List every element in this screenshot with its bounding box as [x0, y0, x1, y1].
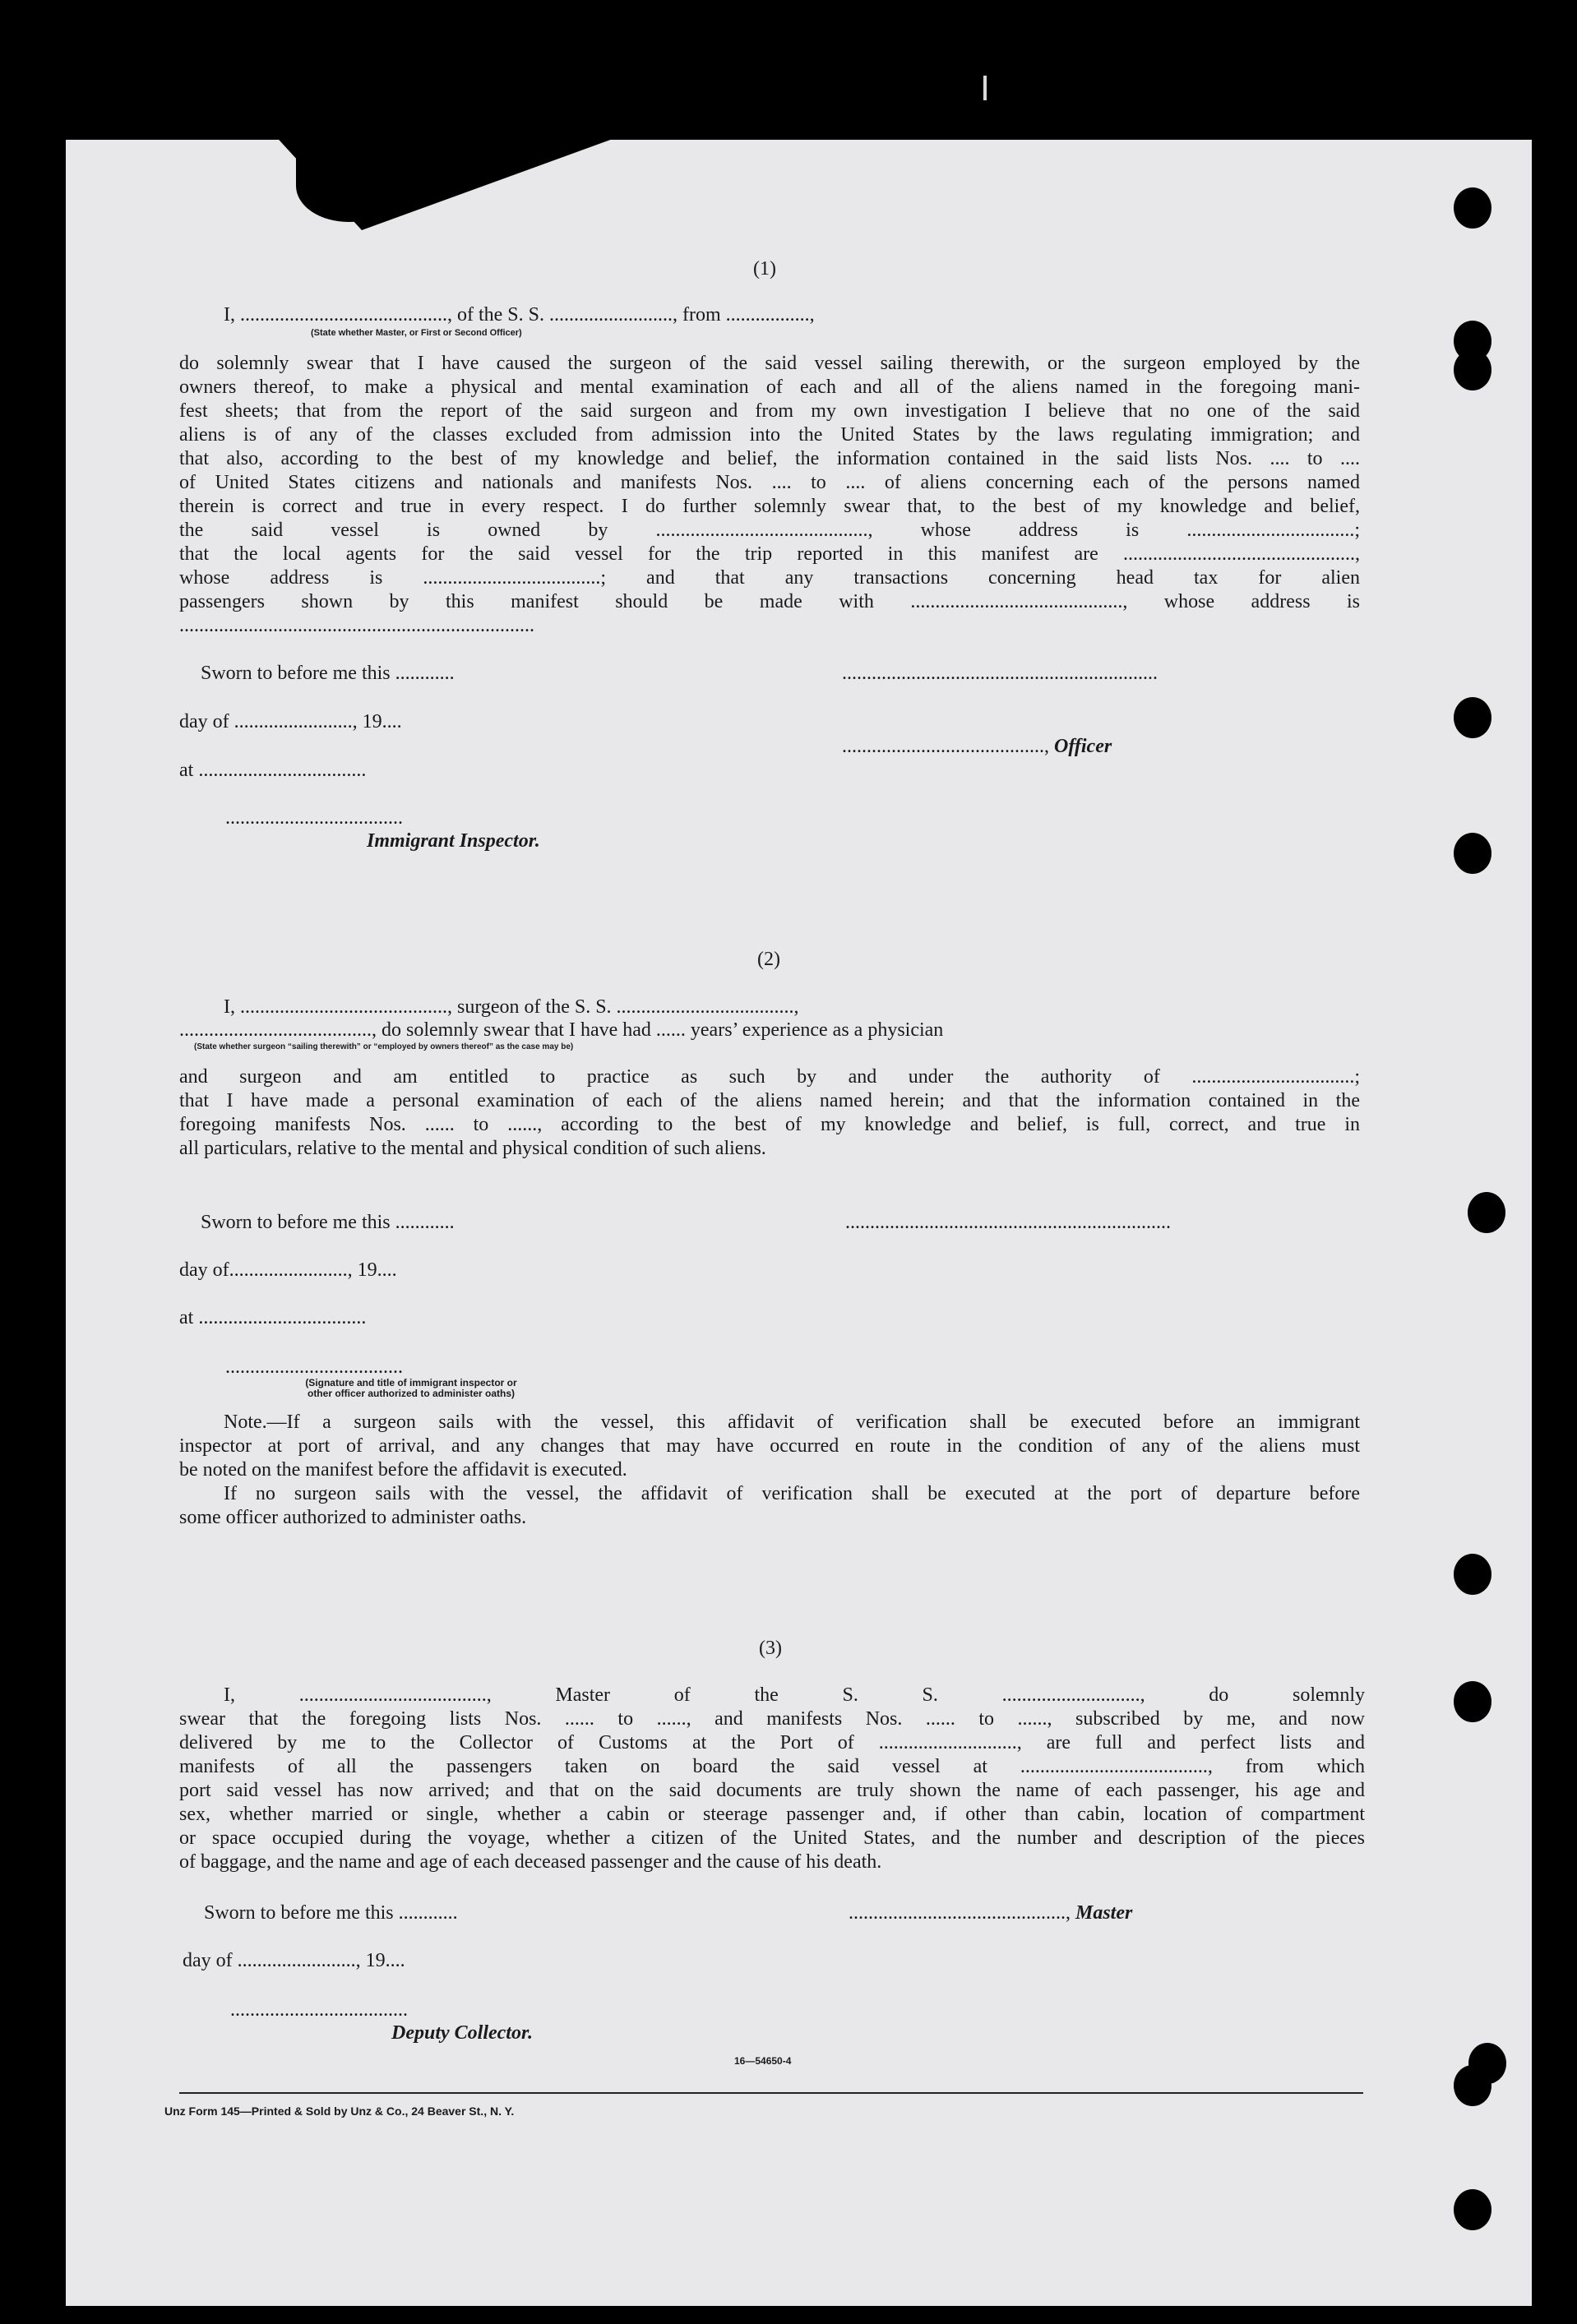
s2-note-line: be noted on the manifest before the affidavit is executed.: [179, 1459, 627, 1481]
s3-collector-sig-line: ....................................: [230, 1999, 408, 2021]
s2-at: at ..................................: [179, 1307, 367, 1328]
printer-footer: Unz Form 145—Printed & Sold by Unz & Co., 24 Beaver St., N. Y.: [164, 2105, 515, 2118]
s2-para-line: foregoing manifests Nos. ...... to ......, according to the best of my knowledge and belief, is full, correct, and true in: [179, 1114, 1360, 1135]
s2-line-2: ......................................., do solemnly swear that I have had ...... years’ experience as a physician: [179, 1019, 944, 1041]
s1-line-1-note: (State whether Master, or First or Second Officer): [311, 328, 522, 338]
s3-master-line: [849, 1901, 1132, 1925]
s3-master-dots: ............................................,: [849, 1902, 1075, 1924]
s1-line-1: I, .........................................., of the S. S. ........................., from .................,: [224, 304, 815, 326]
s3-master-label: Master: [1075, 1902, 1133, 1924]
s2-sig-note-line: (Signature and title of immigrant inspector or: [305, 1377, 517, 1388]
s1-para-line: passengers shown by this manifest should be made with ..........................................., whose address is: [179, 591, 1360, 612]
s3-para-line: sex, whether married or single, whether a cabin or steerage passenger and, if other than cabin, location of compartment: [179, 1804, 1365, 1825]
s2-line-2-note: (State whether surgeon “sailing therewith” or “employed by owners thereof” as the case may be): [194, 1042, 574, 1051]
punch-hole: [1454, 2189, 1491, 2230]
s3-day: day of ........................, 19....: [183, 1950, 405, 1971]
s1-para-line: the said vessel is owned by ..........................................., whose address is ..................................;: [179, 520, 1360, 541]
s3-para-line: delivered by me to the Collector of Customs at the Port of ............................, are full and perfect lists and: [179, 1732, 1365, 1753]
s3-paragraph: [179, 1684, 1365, 1874]
punch-hole: [1454, 1554, 1491, 1595]
s3-collector-label: Deputy Collector.: [391, 2022, 533, 2044]
s3-para-line: or space occupied during the voyage, whether a citizen of the United States, and the number and description of the pieces: [179, 1827, 1365, 1849]
punch-hole: [1454, 1681, 1491, 1722]
s2-para-line: that I have made a personal examination of each of the aliens named herein; and that the information contained in the: [179, 1090, 1360, 1111]
s1-para-line: of United States citizens and nationals and manifests Nos. .... to .... of aliens concerning each of the persons named: [179, 472, 1360, 493]
form-reference-number: 16—54650-4: [734, 2055, 792, 2067]
scan-mark: [983, 76, 987, 100]
s2-officer-sig-line: ....................................: [225, 1356, 403, 1378]
s2-note-line: inspector at port of arrival, and any changes that may have occurred en route in the condition of any of the aliens must: [179, 1435, 1360, 1457]
s3-para-line: manifests of all the passengers taken on board the said vessel at ......................................, from which: [179, 1756, 1365, 1777]
s1-paragraph: [179, 352, 1360, 638]
s1-officer-line: [842, 734, 1112, 759]
s2-line-1: I, .........................................., surgeon of the S. S. ....................................,: [224, 996, 799, 1018]
s1-officer-dots: .........................................,: [842, 736, 1054, 757]
s1-para-line: therein is correct and true in every respect. I do further solemnly swear that, to the best of my knowledge and belief,: [179, 496, 1360, 517]
s2-note-line: If no surgeon sails with the vessel, the affidavit of verification shall be executed at the port of departure before: [224, 1483, 1360, 1504]
s1-para-line: aliens is of any of the classes excluded from admission into the United States by the laws regulating immigration; and: [179, 424, 1360, 446]
s3-para-line: of baggage, and the name and age of each deceased passenger and the cause of his death.: [179, 1851, 882, 1873]
s1-officer-label: Officer: [1054, 736, 1112, 757]
s2-paragraph: [179, 1065, 1360, 1161]
s2-para-line: all particulars, relative to the mental and physical condition of such aliens.: [179, 1138, 766, 1159]
s1-signature-line: ................................................................: [842, 663, 1158, 684]
punch-hole: [1454, 697, 1491, 738]
punch-hole: [1454, 349, 1491, 390]
s1-para-line: owners thereof, to make a physical and mental examination of each and all of the aliens named in the foregoing mani-: [179, 377, 1360, 398]
footer-rule: [179, 2092, 1363, 2094]
s3-para-line: I, ......................................, Master of the S. S. ............................, do solemnly: [224, 1684, 1365, 1706]
s1-para-line: that also, according to the best of my knowledge and belief, the information contained in the said lists Nos. .... to ....: [179, 448, 1360, 469]
s2-day: day of........................, 19....: [179, 1259, 397, 1281]
punch-hole: [1454, 833, 1491, 874]
s1-sworn: Sworn to before me this ............: [201, 663, 455, 684]
s2-sworn: Sworn to before me this ............: [201, 1212, 455, 1233]
s1-day: day of ........................, 19....: [179, 711, 402, 732]
s2-note: [179, 1411, 1360, 1530]
s1-inspector-sig-line: ....................................: [225, 807, 403, 829]
s3-sworn: Sworn to before me this ............: [204, 1902, 458, 1924]
s1-para-line: do solemnly swear that I have caused the surgeon of the said vessel sailing therewith, or the surgeon employed by the: [179, 353, 1360, 374]
s3-para-line: swear that the foregoing lists Nos. ...... to ......, and manifests Nos. ...... to ......, subscribed by me, and now: [179, 1708, 1365, 1730]
s2-note-line: Note.—If a surgeon sails with the vessel, this affidavit of verification shall be executed before an immigrant: [224, 1411, 1360, 1433]
s1-para-line: whose address is ....................................; and that any transactions concerning head tax for alien: [179, 567, 1360, 589]
section-2-number: (2): [757, 949, 780, 970]
s1-para-line: fest sheets; that from the report of the said surgeon and from my own investigation I believe that no one of the said: [179, 400, 1360, 422]
punch-hole: [1454, 2065, 1491, 2106]
s1-para-line: that the local agents for the said vessel for the trip reported in this manifest are ...............................................,: [179, 543, 1360, 565]
section-3-number: (3): [759, 1638, 782, 1659]
punch-hole: [1468, 1192, 1505, 1233]
punch-hole: [1454, 187, 1491, 229]
s2-signature-line: ..................................................................: [845, 1212, 1171, 1233]
s2-sig-note: [230, 1378, 592, 1399]
s1-inspector-label: Immigrant Inspector.: [367, 830, 540, 852]
s2-note-line: some officer authorized to administer oaths.: [179, 1507, 527, 1528]
section-1-number: (1): [753, 258, 776, 280]
s1-para-line: ........................................................................: [179, 615, 534, 636]
s1-at: at ..................................: [179, 760, 367, 781]
s3-para-line: port said vessel has now arrived; and that on the said documents are truly shown the name of each passenger, his age and: [179, 1780, 1365, 1801]
s2-para-line: and surgeon and am entitled to practice as such by and under the authority of .................................;: [179, 1066, 1360, 1088]
s2-sig-note-line: other officer authorized to administer oaths): [307, 1388, 516, 1399]
